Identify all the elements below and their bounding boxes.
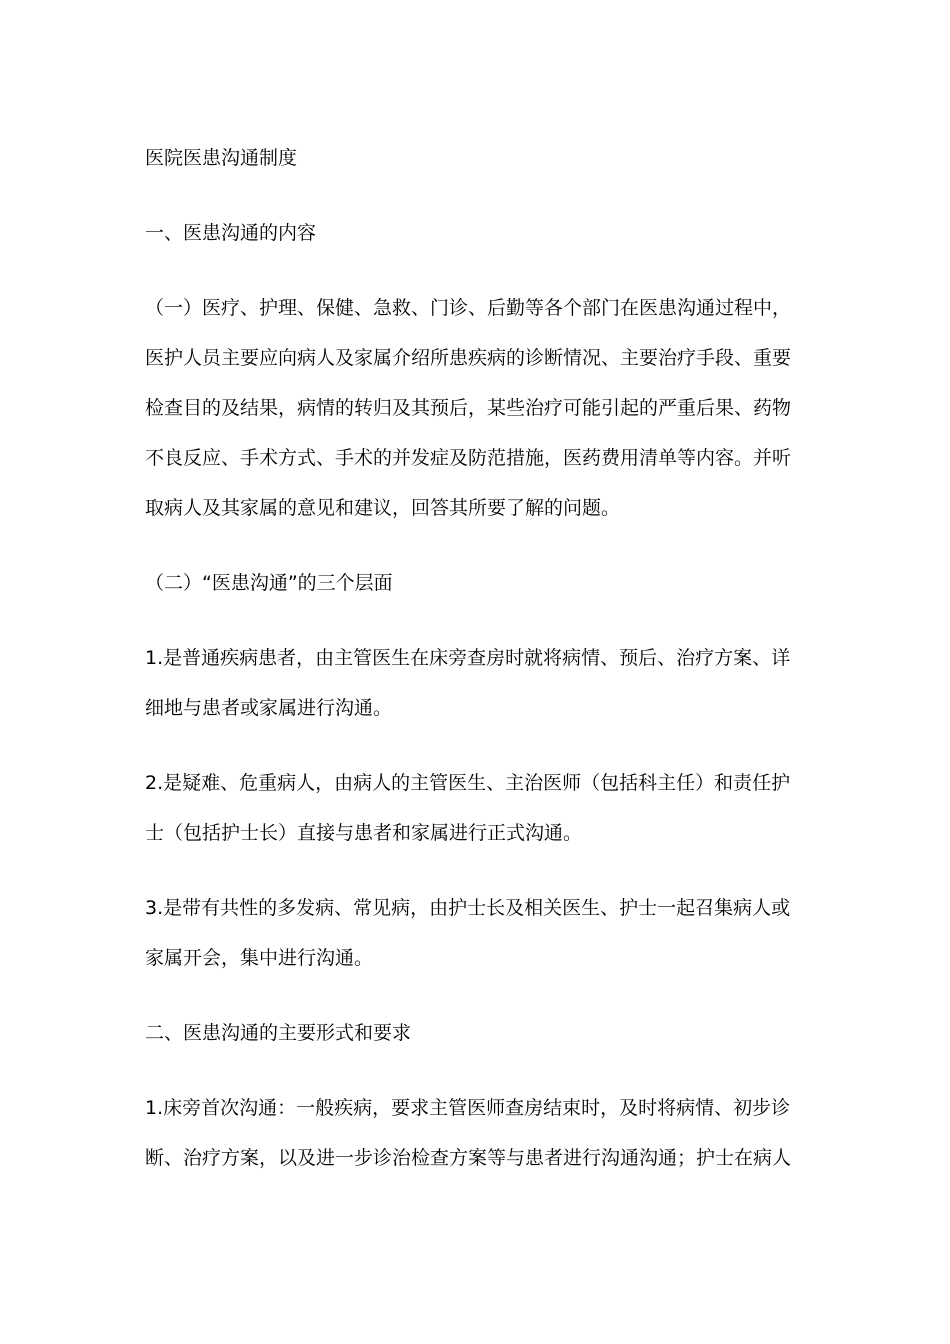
paragraph-gap [145,258,800,283]
section-heading-content: 一、医患沟通的内容 [145,222,317,244]
paragraph-gap [145,533,800,558]
text-line: 家属开会，集中进行沟通。 [145,947,374,969]
paragraph-content-overview [145,283,800,533]
text-line: 不良反应、手术方式、手术的并发症及防范措施，医药费用清单等内容。并听 [145,447,792,469]
text-line: 2.是疑难、危重病人，由病人的主管医生、主治医师（包括科主任）和责任护 [145,772,791,794]
text-line: 断、治疗方案，以及进一步诊治检查方案等与患者进行沟通沟通；护士在病人 [145,1147,792,1169]
text-line: 士（包括护士长）直接与患者和家属进行正式沟通。 [145,822,583,844]
text-line: 细地与患者或家属进行沟通。 [145,697,393,719]
text-line: 检查目的及结果，病情的转归及其预后，某些治疗可能引起的严重后果、药物 [145,397,792,419]
text-line: 1.是普通疾病患者，由主管医生在床旁查房时就将病情、预后、治疗方案、详 [145,647,791,669]
list-item [145,633,800,733]
paragraph-gap [145,183,800,208]
paragraph-gap [145,733,800,758]
paragraph-gap [145,858,800,883]
document-title: 医院医患沟通制度 [145,147,298,169]
list-item [145,1083,800,1183]
text-line: 医护人员主要应向病人及家属介绍所患疾病的诊断情况、主要治疗手段、重要 [145,347,792,369]
text-line: 3.是带有共性的多发病、常见病，由护士长及相关医生、护士一起召集病人或 [145,897,791,919]
text-line: 1.床旁首次沟通：一般疾病，要求主管医师查房结束时，及时将病情、初步诊 [145,1097,791,1119]
paragraph-gap [145,608,800,633]
text-line: 取病人及其家属的意见和建议，回答其所要了解的问题。 [145,497,621,519]
paragraph-gap [145,1058,800,1083]
list-item [145,883,800,983]
subsection-heading-three-levels: （二）“医患沟通”的三个层面 [145,572,393,594]
section-heading-forms: 二、医患沟通的主要形式和要求 [145,1022,412,1044]
paragraph-gap [145,983,800,1008]
text-line: （一）医疗、护理、保健、急救、门诊、后勤等各个部门在医患沟通过程中， [145,297,792,319]
document-body [145,133,800,1183]
list-item [145,758,800,858]
